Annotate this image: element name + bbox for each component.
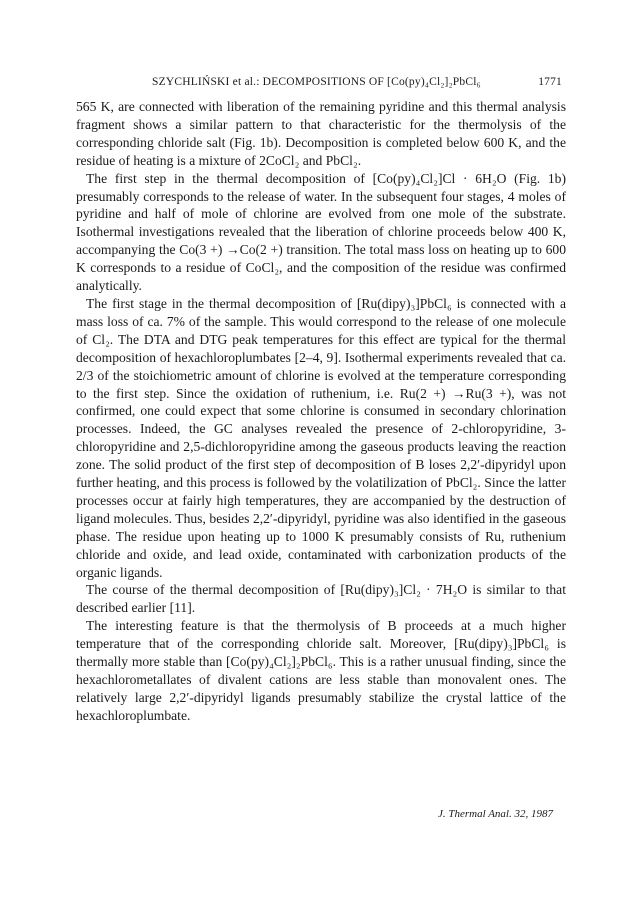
- running-title: SZYCHLIŃSKI et al.: DECOMPOSITIONS OF [Co(py)₄Cl₂]₂PbCl₆: [152, 76, 481, 88]
- paragraph: The first stage in the thermal decomposition of [Ru(dipy)₃]PbCl₆ is connected with a mass loss of ca. 7% of the sample. This would correspond to the release of one molecule of Cl₂. The DTA and DTG peak temperatures for this effect are typical for the thermal decomposition of hexachloroplumbates [2–4, 9]. Isothermal experiments revealed that ca. 2/3 of the stoichiometric amount of chlorine is evolved at the temperature corresponding to the first step. Since the oxidation of ruthenium, i.e. Ru(2 +) →Ru(3 +), was not confirmed, one could expect that some chlorine is consumed in secondary chlorination processes. Indeed, the GC analyses revealed the presence of 2-chloropyridine, 3-chloropyridine and 2,5-dichloropyridine among the gaseous products leaving the reaction zone. The solid product of the first step of decomposition of B loses 2,2′-dipyridyl upon further heating, and this process is followed by the volatilization of PbCl₂. Since the latter processes occur at fairly high temperatures, they are accompanied by the destruction of ligand molecules. Thus, besides 2,2′-dipyridyl, pyridine was also identified in the gaseous phase. The residue upon heating up to 1000 K presumably consists of Ru, ruthenium chloride and oxide, and lead oxide, contaminated with carbonization products of the organic ligands.: [76, 295, 566, 580]
- page-number: 1771: [538, 76, 562, 88]
- journal-citation: J. Thermal Anal. 32, 1987: [438, 808, 553, 820]
- paragraph: The first step in the thermal decomposition of [Co(py)₄Cl₂]Cl · 6H₂O (Fig. 1b) presumably corresponds to the release of water. In the subsequent four stages, 4 moles of pyridine and half of mole of chlorine are evolved from one mole of the substrate. Isothermal investigations revealed that the liberation of chlorine proceeds below 400 K, accompanying the Co(3 +) →Co(2 +) transition. The total mass loss on heating up to 600 K corresponds to a residue of CoCl₂, and the composition of the residue was confirmed analytically.: [76, 170, 566, 294]
- paragraph: The course of the thermal decomposition of [Ru(dipy)₃]Cl₂ · 7H₂O is similar to that described earlier [11].: [76, 582, 566, 616]
- article-body: [76, 98, 566, 725]
- paragraph: The interesting feature is that the thermolysis of B proceeds at a much higher temperature that of the corresponding chloride salt. Moreover, [Ru(dipy)₃]PbCl₆ is thermally more stable than [Co(py)₄Cl₂]₂PbCl₆. This is a rather unusual finding, since the hexachlorometallates of divalent cations are less stable than monovalent ones. The relatively large 2,2′-dipyridyl ligands presumably stabilize the crystal lattice of the hexachloroplumbate.: [76, 618, 566, 723]
- paragraph: 565 K, are connected with liberation of the remaining pyridine and this thermal analysis fragment shows a similar pattern to that characteristic for the thermolysis of the corresponding chloride salt (Fig. 1b). Decomposition is completed below 600 K, and the residue of heating is a mixture of 2CoCl₂ and PbCl₂.: [76, 99, 566, 168]
